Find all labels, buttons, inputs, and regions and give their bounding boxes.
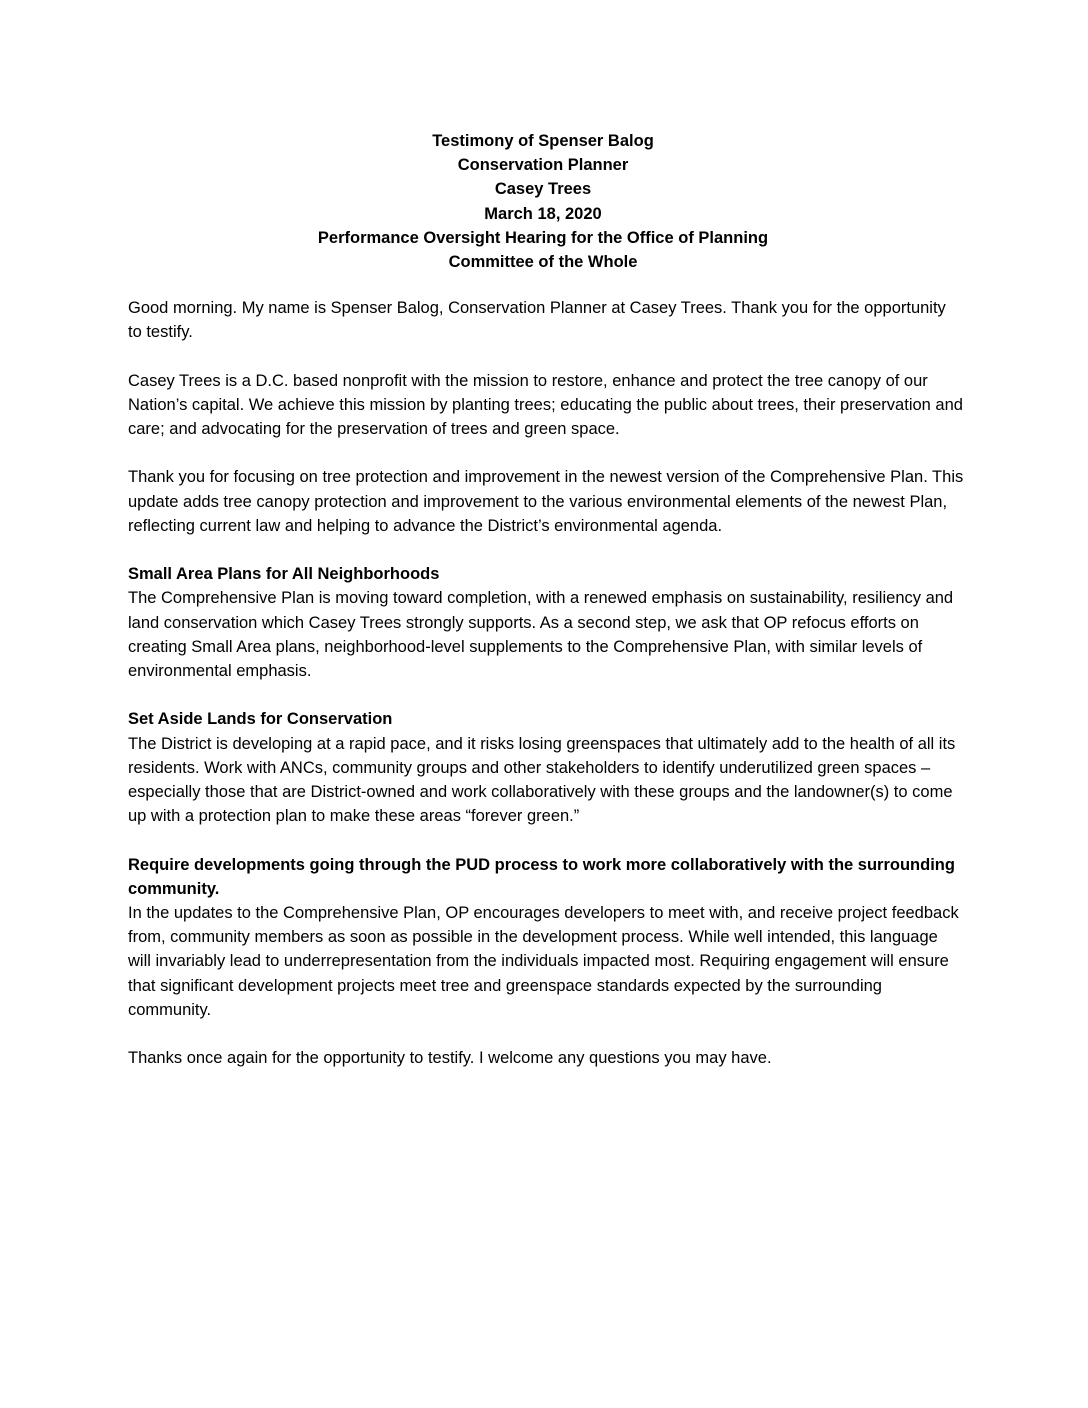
small-area-plans-section: [128, 562, 964, 683]
plan-thanks-paragraph: Thank you for focusing on tree protection and improvement in the newest version of the Comprehensive Plan. This update adds tree canopy protection and improvement to the various environmental elements of the newest Plan, reflecting current law and helping to advance the District’s environmental agenda.: [128, 468, 964, 535]
header-title: Testimony of Spenser Balog: [432, 132, 654, 150]
pud-process-text: In the updates to the Comprehensive Plan, OP encourages developers to meet with, and receive project feedback from, community members as soon as possible in the development process. While well intended, this language will invariably lead to underrepresentation from the individuals impacted most. Requiring engagement will ensure that significant development projects meet tree and greenspace standards expected by the surrounding community.: [128, 904, 959, 1019]
small-area-plans-text: The Comprehensive Plan is moving toward completion, with a renewed emphasis on sustainability, resiliency and land conservation which Casey Trees strongly supports. As a second step, we ask that OP refocus efforts on creating Small Area plans, neighborhood-level supplements to the Comprehensive Plan, with similar levels of environmental emphasis.: [128, 589, 954, 680]
pud-process-section: [128, 853, 964, 1022]
intro-paragraph: Good morning. My name is Spenser Balog, Conservation Planner at Casey Trees. Thank you for the opportunity to testify.: [128, 299, 946, 342]
header-date: March 18, 2020: [484, 204, 602, 223]
set-aside-lands-section: [128, 707, 964, 828]
set-aside-lands-text: The District is developing at a rapid pace, and it risks losing greenspaces that ultimately add to the health of all its residents. Work with ANCs, community groups and other stakeholders to identify underutilized green spaces – especially those that are District-owned and work collaboratively with these groups and the landowner(s) to come up with a protection plan to make these areas “forever green.”: [128, 734, 956, 826]
testimony-body: [128, 296, 964, 1095]
header-organization: Casey Trees: [494, 180, 592, 199]
closing-paragraph: Thanks once again for the opportunity to testify. I welcome any questions you may have.: [128, 1049, 772, 1068]
header-role: Conservation Planner: [457, 156, 629, 175]
pud-process-heading: Require developments going through the PUD process to work more collaboratively with the surrounding community.: [128, 855, 955, 898]
small-area-plans-heading: Small Area Plans for All Neighborhoods: [128, 565, 440, 584]
mission-paragraph: Casey Trees is a D.C. based nonprofit with the mission to restore, enhance and protect the tree canopy of our Nation’s capital. We achieve this mission by planting trees; educating the public about trees, their preservation and care; and advocating for the preservation of trees and green space.: [128, 371, 963, 438]
testimony-header: [128, 129, 958, 274]
set-aside-lands-heading: Set Aside Lands for Conservation: [128, 710, 393, 729]
header-hearing: Performance Oversight Hearing for the Office of Planning: [317, 228, 769, 247]
header-committee: Committee of the Whole: [448, 253, 638, 272]
